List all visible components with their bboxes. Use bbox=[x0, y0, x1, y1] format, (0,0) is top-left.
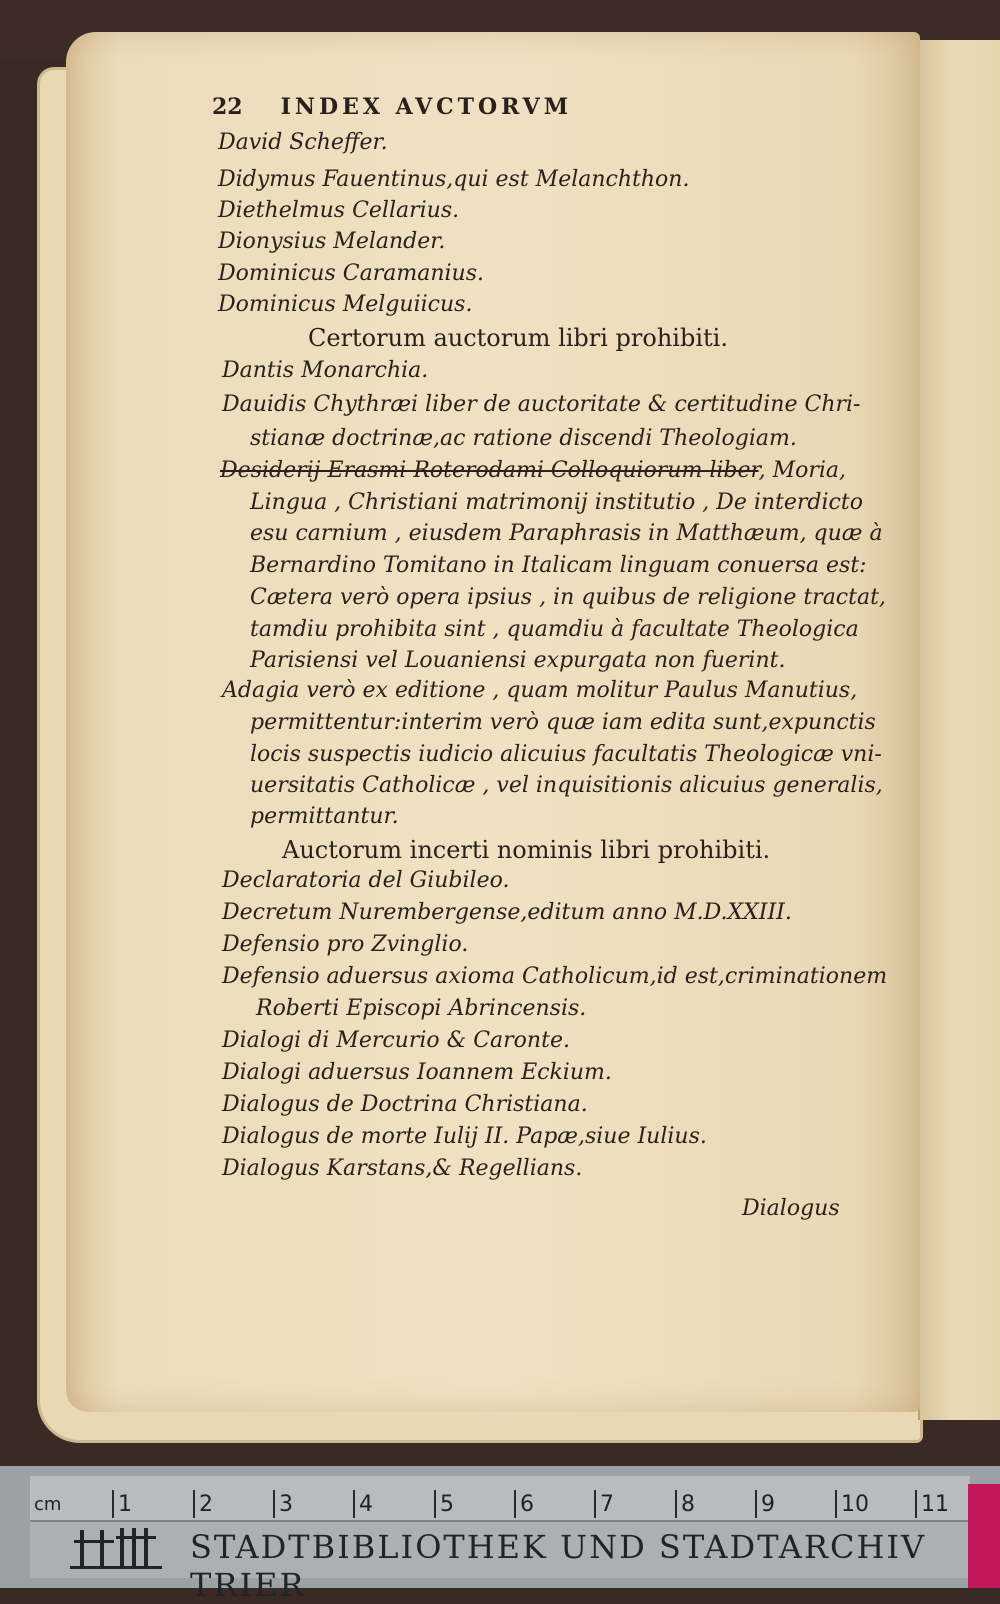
measurement-ruler bbox=[0, 1466, 1000, 1604]
ruler-scale bbox=[30, 1476, 970, 1522]
entry-line: Lingua , Christiani matrimonij institutio , De interdicto bbox=[250, 490, 863, 515]
ruler-tick bbox=[112, 1490, 114, 1518]
entry-line: Dauidis Chythræi liber de auctoritate & certitudine Chri- bbox=[222, 392, 861, 417]
running-head bbox=[212, 94, 572, 120]
ruler-brand-strip bbox=[30, 1522, 970, 1604]
entry-line: locis suspectis iudicio alicuius facultatis Theologicæ vni- bbox=[250, 742, 882, 767]
ruler-tick bbox=[193, 1490, 195, 1518]
ruler-tick-label: 9 bbox=[761, 1492, 775, 1517]
entry-line: Declaratoria del Giubileo. bbox=[222, 868, 510, 893]
ruler-tick-label: 7 bbox=[600, 1492, 614, 1517]
ruler-tick bbox=[353, 1490, 355, 1518]
entry-line: Defensio pro Zvinglio. bbox=[222, 932, 469, 957]
ruler-tick bbox=[514, 1490, 516, 1518]
entry-line: Diethelmus Cellarius. bbox=[218, 198, 460, 223]
ruler-tick-label: 11 bbox=[921, 1492, 949, 1517]
library-name: STADTBIBLIOTHEK UND STADTARCHIV TRIER bbox=[190, 1528, 927, 1604]
entry-line: Decretum Nurembergense,editum anno M.D.XXIII. bbox=[222, 900, 792, 925]
library-logo-icon bbox=[70, 1524, 162, 1574]
entry-line: stianæ doctrinæ,ac ratione discendi Theologiam. bbox=[250, 426, 797, 451]
catchword: Dialogus bbox=[742, 1196, 840, 1221]
ruler-tick bbox=[915, 1490, 917, 1518]
entry-line: David Scheffer. bbox=[218, 130, 388, 155]
entry-line: Parisiensi vel Louaniensi expurgata non fuerint. bbox=[250, 648, 786, 673]
entry-line: uersitatis Catholicæ , vel inquisitionis alicuius generalis, bbox=[250, 773, 883, 798]
entry-line: Dialogus de morte Iulij II. Papæ,siue Iulius. bbox=[222, 1124, 707, 1149]
entry-line: Dantis Monarchia. bbox=[222, 358, 429, 383]
ruler-unit: cm bbox=[34, 1494, 62, 1515]
entry-line: Roberti Episcopi Abrincensis. bbox=[256, 996, 587, 1021]
ruler-tick bbox=[755, 1490, 757, 1518]
entry-line: Dialogus de Doctrina Christiana. bbox=[222, 1092, 588, 1117]
running-head-title: INDEX AVCTORVM bbox=[280, 94, 573, 120]
facing-page bbox=[918, 40, 1000, 1420]
entry-line: Adagia verò ex editione , quam molitur Paulus Manutius, bbox=[222, 678, 858, 703]
ruler-tick-label: 10 bbox=[841, 1492, 869, 1517]
entry-line: Dominicus Melguiicus. bbox=[218, 292, 473, 317]
section-heading-incerti: Auctorum incerti nominis libri prohibiti. bbox=[282, 836, 771, 864]
entry-line: Dialogi aduersus Ioannem Eckium. bbox=[222, 1060, 612, 1085]
entry-line: Dialogi di Mercurio & Caronte. bbox=[222, 1028, 570, 1053]
ruler-tick bbox=[594, 1490, 596, 1518]
entry-line: Dionysius Melander. bbox=[218, 229, 446, 254]
entry-line: Dialogus Karstans,& Regellians. bbox=[222, 1156, 583, 1181]
ruler-tick bbox=[835, 1490, 837, 1518]
entry-line: permittantur. bbox=[250, 804, 399, 829]
ruler-tick-label: 5 bbox=[440, 1492, 454, 1517]
entry-erasmus bbox=[220, 458, 846, 483]
entry-line: esu carnium , eiusdem Paraphrasis in Matthæum, quæ à bbox=[250, 521, 883, 546]
folio-number: 22 bbox=[212, 94, 243, 120]
entry-line: Defensio aduersus axioma Catholicum,id est,criminationem bbox=[222, 964, 888, 989]
ruler-tick bbox=[434, 1490, 436, 1518]
ruler-tick-label: 6 bbox=[520, 1492, 534, 1517]
entry-line: Bernardino Tomitano in Italicam linguam conuersa est: bbox=[250, 553, 867, 578]
entry-line: Cætera verò opera ipsius , in quibus de religione tractat, bbox=[250, 585, 886, 610]
entry-line: Dominicus Caramanius. bbox=[218, 261, 484, 286]
struck-text: Desiderij Erasmi Roterodami Colloquiorum liber bbox=[220, 458, 759, 483]
ruler-tick-label: 3 bbox=[279, 1492, 293, 1517]
ruler-tick-label: 2 bbox=[199, 1492, 213, 1517]
section-heading-certorum: Certorum auctorum libri prohibiti. bbox=[308, 324, 728, 352]
ruler-tick-label: 4 bbox=[359, 1492, 373, 1517]
entry-line: permittentur:interim verò quæ iam edita sunt,expunctis bbox=[250, 710, 876, 735]
entry-line: , Moria, bbox=[758, 458, 847, 483]
ruler-tick-label: 8 bbox=[681, 1492, 695, 1517]
color-tab bbox=[968, 1484, 1000, 1588]
ruler-tick-label: 1 bbox=[118, 1492, 132, 1517]
entry-line: tamdiu prohibita sint , quamdiu à facultate Theologica bbox=[250, 617, 859, 642]
ruler-tick bbox=[675, 1490, 677, 1518]
ruler-tick bbox=[273, 1490, 275, 1518]
entry-line: Didymus Fauentinus,qui est Melanchthon. bbox=[218, 167, 690, 192]
